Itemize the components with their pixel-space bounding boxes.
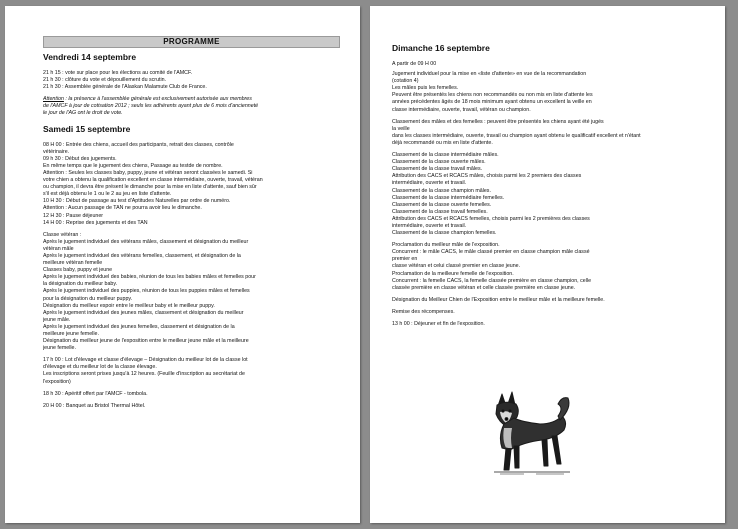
banquet-line: 20 H 00 : Banquet au Bristol Thermal Hôtel.: [43, 402, 146, 409]
text-line: premier en: [392, 256, 418, 263]
text-line: 21 h 15 : vote sur place pour les élections au comité de l'AMCF.: [43, 70, 193, 76]
text-line: Classement des mâles et des femelles : peuvent être présentés les chiens ayant été jugés: [392, 118, 604, 125]
text-line: jeune femelle.: [43, 345, 76, 352]
text-line: pour la désignation du meilleur puppy.: [43, 295, 133, 302]
awards-line: Remise des récompenses.: [392, 308, 455, 315]
text-line: Classement de la classe intermédiaire femelles.: [392, 194, 505, 201]
text-line: Désignation du meilleur espoir entre le meilleur baby et le meilleur puppy.: [43, 302, 215, 309]
text-line: s'il est déjà obtenu le 1 ou le 2 au jeu en liste d'attente.: [43, 191, 172, 198]
programme-banner: PROGRAMME: [43, 36, 340, 48]
text-line: jeune mâle.: [43, 316, 71, 323]
attention-label: Attention: [43, 96, 64, 103]
text-line: vétérinaire.: [43, 148, 70, 155]
text-line: Peuvent être présentés les chiens non recommandés ou non mis en liste d'attente les: [392, 92, 593, 99]
attention-note: Attention : la présence à l'assemblée générale est exclusivement autorisée aux membres de l'AMCF à jour de cotisation 2012 ; seuls les adhérents ayant plus de 6 mois d'ancienneté le jour de l'AG ont le droit de vote.: [43, 96, 340, 117]
text-line: Attention : Aucun passage de TAN ne pourra avoir lieu le dimanche.: [43, 205, 202, 212]
text-line: Classe vétéran :: [43, 231, 82, 238]
text-line: 09 h 30 : Début des jugements.: [43, 155, 117, 162]
aperitif-line: 18 h 30 : Apéritif offert par l'AMCF - tombola.: [43, 390, 148, 397]
text-line: Les mâles puis les femelles.: [392, 85, 459, 92]
text-line: Après le jugement individuel des jeunes femelles, classement et désignation de la: [43, 323, 235, 330]
husky-illustration: [484, 386, 576, 478]
text-line: Classement de la classe ouverte mâles.: [392, 159, 486, 166]
text-line: (cotation 4): [392, 78, 419, 85]
text-line: 14 H 00 : Reprise des jugements et des TAN: [43, 219, 148, 226]
text-line: Jugement individuel pour la mise en «liste d'attente» en vue de la recommandation: [392, 71, 587, 78]
text-line: vétéran mâle: [43, 245, 74, 252]
text-line: 10 H 30 : Début de passage au test d'Aptitudes Naturelles par ordre de numéro.: [43, 198, 231, 205]
text-line: Classement de la classe travail femelles.: [392, 208, 488, 215]
text-line: la désignation du meilleur baby.: [43, 281, 118, 288]
text-line: 17 h 00 : Lot d'élevage et classe d'élevage – Désignation du meilleur lot de la classe lot: [43, 357, 248, 364]
day-heading-friday: Vendredi 14 septembre: [43, 52, 137, 62]
text-line: Après le jugement individuel des vétérans femelles, classement, et désignation de la: [43, 252, 241, 259]
friday-schedule: [43, 70, 340, 91]
sunday-proclamations: [392, 242, 711, 292]
text-line: ou champion, il devra être présent le dimanche pour la mise en liste d'attente, sauf bien sûr: [43, 184, 257, 191]
text-line: Concurrent : la femelle CACS, la femelle classée première en classe champion, celle: [392, 277, 592, 284]
text-line: 08 H 00 : Entrée des chiens, accueil des participants, retrait des classes, contrôle: [43, 141, 234, 148]
text-line: Attribution des CACS et RCACS mâles, choisis parmi les 2 premiers des classes: [392, 173, 582, 180]
text-line: 12 H 30 : Pause déjeuner: [43, 212, 104, 219]
text-line: Classement de la classe ouverte femelles.: [392, 201, 492, 208]
lunch-line: 13 h 00 : Déjeuner et fin de l'exposition.: [392, 321, 485, 327]
text-line: classée première en classe vétéran et celle classée première en classe jeune.: [392, 284, 576, 291]
best-in-show-line: Désignation du Meilleur Chien de l'Exposition entre le meilleur mâle et la meilleure femelle.: [392, 296, 605, 303]
text-line: Attention : Seules les classes baby, puppy, jeune et vétéran seront classées le samedi. Si: [43, 169, 253, 176]
text-line: classe intermédiaire, ouverte, travail, vétéran ou champion.: [392, 106, 531, 113]
text-line: années précédentes âgés de 18 mois minimum ayant obtenu un excellent la veille en: [392, 99, 592, 106]
text-line: Classement de la classe champion femelles.: [392, 230, 497, 237]
sunday-classification: [392, 119, 711, 147]
text-line: Proclamation du meilleur mâle de l'exposition.: [392, 242, 500, 249]
text-line: meilleure jeune femelle.: [43, 331, 99, 337]
breeding-lots: [43, 357, 340, 385]
text-line: A partir de 09 H 00: [392, 61, 437, 67]
text-line: Après le jugement individuel des babies, réunion de tous les babies mâles et femelles pour: [43, 274, 256, 281]
text-line: Après le jugement individuel des jeunes mâles, classement et désignation du meilleur: [43, 309, 244, 316]
text-line: votre chien a obtenu la qualification excellent en classe intermédiaire, ouverte, travail, vétéran: [43, 177, 263, 184]
day-heading-saturday: Samedi 15 septembre: [43, 123, 131, 134]
text-line: intermédiaire, ouverte et travail.: [392, 180, 467, 187]
text-line: Classement de la classe intermédiaire mâles.: [392, 152, 499, 159]
text-line: l'exposition): [43, 378, 71, 385]
left-page: [5, 6, 360, 523]
text-line: intermédiaire, ouverte et travail.: [392, 222, 467, 229]
text-line: Après le jugement individuel des puppies, réunion de tous les puppies mâles et femelles: [43, 288, 250, 295]
saturday-morning: [43, 142, 340, 227]
text-line: Les inscriptions seront prises jusqu'à 12 heures. (Feuille d'inscription au secrétariat de: [43, 371, 245, 378]
text-line: Classement de la classe travail mâles.: [392, 166, 483, 173]
text-line: Concurrent : le mâle CACS, le mâle classé premier en classe champion mâle classé: [392, 249, 590, 256]
text-line: classe vétéran et celui classé premier en classe jeune.: [392, 263, 521, 270]
text-line: En même temps que le jugement des chiens, Passage au testde de nombre.: [43, 162, 223, 169]
text-line: Proclamation de la meilleure femelle de l'exposition.: [392, 270, 514, 277]
text-line: 21 h 30 : Assemblée générale de l'Alaskan Malamute Club de France.: [43, 84, 207, 91]
text-line: Après le jugement individuel des vétérans mâles, classement et désignation du meilleur: [43, 238, 249, 245]
text-line: 21 h 30 : clôture du vote et dépouillement du scrutin.: [43, 77, 167, 84]
text-line: meilleure vétéran femelle: [43, 260, 103, 267]
text-line: le jour de l'AG ont le droit de vote.: [43, 110, 123, 117]
text-line: Désignation du meilleur jeune de l'exposition entre le meilleur jeune mâle et la meilleure: [43, 338, 249, 345]
day-heading-sunday: Dimanche 16 septembre: [392, 43, 490, 53]
text-line: déjà recommandé ou mis en liste d'attente.: [392, 139, 493, 146]
text-line: Attribution des CACS et RCACS femelles, choisis parmi les 2 premières des classes: [392, 215, 590, 222]
text-line: d'élevage et du meilleur lot de la classe élevage.: [43, 364, 157, 371]
sunday-waiting-list: [392, 61, 711, 114]
text-line: Classes baby, puppy et jeune: [43, 267, 113, 274]
text-line: la veille: [392, 125, 410, 132]
saturday-classes: [43, 232, 340, 353]
text-line: de l'AMCF à jour de cotisation 2012 ; seuls les adhérents ayant plus de 6 mois d'ancienneté: [43, 103, 259, 110]
sunday-class-list: [392, 152, 711, 237]
text-line: Classement de la classe champion mâles.: [392, 187, 491, 194]
text-line: dans les classes intermédiaire, ouverte, travail ou champion ayant obtenu le qualificatif excellent et n'étant: [392, 132, 641, 139]
right-page: [370, 6, 725, 523]
